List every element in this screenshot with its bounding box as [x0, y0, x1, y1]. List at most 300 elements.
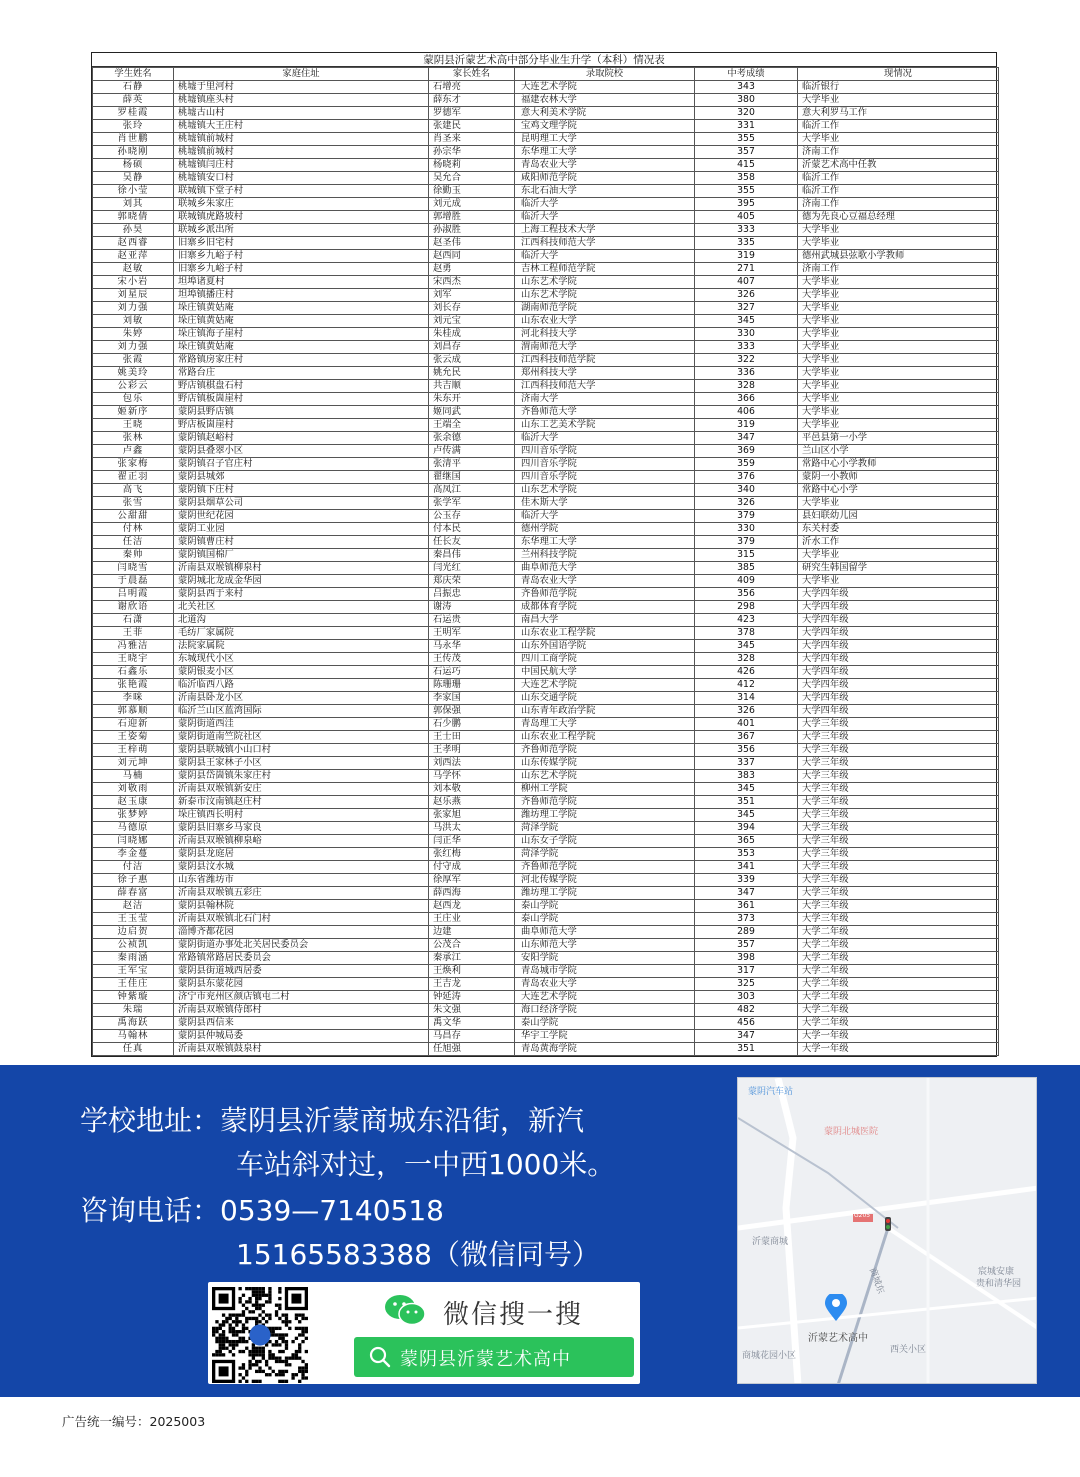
- cell-parent: 王明军: [429, 627, 515, 640]
- cell-student: 石迎新: [93, 718, 174, 731]
- cell-address: 北道沟: [174, 614, 429, 627]
- cell-student: 卢鑫: [93, 445, 174, 458]
- table-row: [93, 367, 999, 380]
- cell-address: 蒙阴工业园: [174, 523, 429, 536]
- cell-score: 351: [695, 1043, 798, 1056]
- cell-student: 王晓: [93, 419, 174, 432]
- cell-college: 成都体育学院: [515, 601, 695, 614]
- table-row: [93, 575, 999, 588]
- cell-parent: 马昌存: [429, 1030, 515, 1043]
- cell-score: 336: [695, 367, 798, 380]
- cell-parent: 马永华: [429, 640, 515, 653]
- cell-parent: 刘昌存: [429, 341, 515, 354]
- cell-college: 山东工艺美术学院: [515, 419, 695, 432]
- cell-college: 江西科技师范大学: [515, 237, 695, 250]
- cell-parent: 共吉顺: [429, 380, 515, 393]
- table-body: [93, 81, 999, 1056]
- cell-score: 326: [695, 705, 798, 718]
- cell-status: 大学四年级: [798, 692, 999, 705]
- cell-status: 大学四年级: [798, 666, 999, 679]
- cell-parent: 公玉存: [429, 510, 515, 523]
- cell-status: 兰山区小学: [798, 445, 999, 458]
- cell-parent: 刘元宝: [429, 315, 515, 328]
- cell-score: 355: [695, 133, 798, 146]
- cell-college: 四川音乐学院: [515, 445, 695, 458]
- table-row: [93, 237, 999, 250]
- cell-college: 山东农业工程学院: [515, 731, 695, 744]
- wechat-search-header: [383, 1292, 623, 1328]
- cell-college: 德州学院: [515, 523, 695, 536]
- cell-address: 临沂兰山区蓝湾国际: [174, 705, 429, 718]
- cell-address: 桃墟古山村: [174, 107, 429, 120]
- cell-student: 张霞: [93, 354, 174, 367]
- cell-address: 蒙阴县西信来: [174, 1017, 429, 1030]
- cell-score: 343: [695, 81, 798, 94]
- table-row: [93, 406, 999, 419]
- cell-address: 桃墟镇安口村: [174, 172, 429, 185]
- address-line-2: 车站斜对过，一中西1000米。: [236, 1148, 616, 1181]
- cell-parent: 卢传满: [429, 445, 515, 458]
- cell-college: 咸阳师范学院: [515, 172, 695, 185]
- table-row: [93, 757, 999, 770]
- cell-address: 沂南县双堠镇柳泉村: [174, 562, 429, 575]
- cell-status: 大学毕业: [798, 497, 999, 510]
- cell-student: 张林: [93, 432, 174, 445]
- table-row: [93, 341, 999, 354]
- cell-parent: 刘西法: [429, 757, 515, 770]
- cell-college: 东华理工大学: [515, 536, 695, 549]
- cell-college: 曲阜师范大学: [515, 926, 695, 939]
- cell-status: 大学二年级: [798, 1017, 999, 1030]
- cell-college: 泰山学院: [515, 900, 695, 913]
- table-row: [93, 354, 999, 367]
- cell-parent: 刘元成: [429, 198, 515, 211]
- cell-student: 刘元坤: [93, 757, 174, 770]
- cell-score: 337: [695, 757, 798, 770]
- cell-parent: 赵西龙: [429, 900, 515, 913]
- table-row: [93, 640, 999, 653]
- table-row: [93, 159, 999, 172]
- cell-student: 李金蔓: [93, 848, 174, 861]
- cell-college: 济南大学: [515, 393, 695, 406]
- cell-address: 济宁市兖州区颜店镇屯二村: [174, 991, 429, 1004]
- table-title: 蒙阴县沂蒙艺术高中部分毕业生升学（本科）情况表: [92, 53, 996, 67]
- cell-address: 蒙阴县王家林子小区: [174, 757, 429, 770]
- cell-student: 刘敬雨: [93, 783, 174, 796]
- cell-student: 薛春富: [93, 887, 174, 900]
- cell-address: 沂南县双堠镇鼓泉村: [174, 1043, 429, 1056]
- cell-address: 毛纺厂家属院: [174, 627, 429, 640]
- cell-score: 369: [695, 445, 798, 458]
- cell-student: 张玲: [93, 120, 174, 133]
- cell-score: 326: [695, 497, 798, 510]
- cell-status: 意大利罗马工作: [798, 107, 999, 120]
- cell-parent: 朱东开: [429, 393, 515, 406]
- cell-status: 大学三年级: [798, 718, 999, 731]
- cell-address: 常路镇常路居民委员会: [174, 952, 429, 965]
- cell-status: 大学三年级: [798, 809, 999, 822]
- cell-college: 佳木斯大学: [515, 497, 695, 510]
- address-line-1: 蒙阴县沂蒙商城东沿街，新汽: [220, 1104, 585, 1137]
- table-row: [93, 991, 999, 1004]
- cell-address: 蒙阴街道办事处北关居民委员会: [174, 939, 429, 952]
- cell-parent: 高凤江: [429, 484, 515, 497]
- cell-address: 桃墟镇闫庄村: [174, 159, 429, 172]
- cell-college: 齐鲁师范学院: [515, 861, 695, 874]
- table-row: [93, 965, 999, 978]
- cell-college: 山东艺术学院: [515, 289, 695, 302]
- table-row: [93, 107, 999, 120]
- cell-address: 野店镇板崮崖村: [174, 393, 429, 406]
- cell-college: 泰山学院: [515, 913, 695, 926]
- cell-student: 赵玉康: [93, 796, 174, 809]
- table-row: [93, 250, 999, 263]
- qr-code-icon[interactable]: [212, 1287, 308, 1383]
- cell-address: 沂南县双堠镇五彩庄: [174, 887, 429, 900]
- cell-status: 大学三年级: [798, 861, 999, 874]
- map-label-community-b: 贵和清华园: [976, 1279, 1022, 1289]
- cell-status: 大学二年级: [798, 991, 999, 1004]
- cell-score: 366: [695, 393, 798, 406]
- map-label-community-a: 宸城安康: [978, 1267, 1015, 1277]
- table-row: [93, 718, 999, 731]
- cell-status: 大学一年级: [798, 1043, 999, 1056]
- cell-status: 大学毕业: [798, 237, 999, 250]
- cell-parent: 王焕利: [429, 965, 515, 978]
- cell-score: 322: [695, 354, 798, 367]
- table-row: [93, 978, 999, 991]
- cell-parent: 罗德军: [429, 107, 515, 120]
- cell-parent: 吴允合: [429, 172, 515, 185]
- cell-status: 县妇联幼儿园: [798, 510, 999, 523]
- cell-address: 山东省潍坊市: [174, 874, 429, 887]
- cell-student: 马楠: [93, 770, 174, 783]
- cell-student: 徐小莹: [93, 185, 174, 198]
- cell-score: 320: [695, 107, 798, 120]
- address-row-1: [80, 1099, 584, 1139]
- cell-college: 福建农林大学: [515, 94, 695, 107]
- cell-college: 青岛城市学院: [515, 965, 695, 978]
- cell-student: 吕明霞: [93, 588, 174, 601]
- cell-address: 蒙阴镇国棉厂: [174, 549, 429, 562]
- cell-status: 大学三年级: [798, 783, 999, 796]
- cell-parent: 徐厚军: [429, 874, 515, 887]
- cell-student: 孙晓刚: [93, 146, 174, 159]
- cell-parent: 禹文华: [429, 1017, 515, 1030]
- table-row: [93, 484, 999, 497]
- cell-score: 379: [695, 536, 798, 549]
- cell-college: 泰山学院: [515, 1017, 695, 1030]
- cell-student: 吴静: [93, 172, 174, 185]
- table-row: [93, 809, 999, 822]
- map-label-garden: 商城花园小区: [742, 1351, 797, 1361]
- cell-address: 桃墟镇大王庄村: [174, 120, 429, 133]
- cell-college: 临沂大学: [515, 250, 695, 263]
- cell-student: 薛英: [93, 94, 174, 107]
- cell-address: 野店板崮崖村: [174, 419, 429, 432]
- cell-address: 蒙阴县烟草公司: [174, 497, 429, 510]
- cell-status: 大学二年级: [798, 978, 999, 991]
- cell-address: 蒙阴镇曹庄村: [174, 536, 429, 549]
- cell-status: 大学三年级: [798, 887, 999, 900]
- cell-student: 王姿菊: [93, 731, 174, 744]
- table-row: [93, 198, 999, 211]
- cell-address: 垛庄镇西长明村: [174, 809, 429, 822]
- cell-status: 济南工作: [798, 263, 999, 276]
- map-label-road-code: G205: [854, 1212, 871, 1219]
- phone-label: 咨询电话：: [80, 1194, 221, 1227]
- table-row: [93, 419, 999, 432]
- cell-college: 河北科技大学: [515, 328, 695, 341]
- col-header-parent: 家长姓名: [429, 68, 515, 81]
- cell-student: 张雪: [93, 497, 174, 510]
- cell-college: 临沂大学: [515, 510, 695, 523]
- cell-college: 临沂大学: [515, 211, 695, 224]
- cell-college: 青岛农业大学: [515, 575, 695, 588]
- cell-address: 旧寨乡旧宅村: [174, 237, 429, 250]
- cell-college: 大连艺术学院: [515, 679, 695, 692]
- cell-address: 桃墟于里河村: [174, 81, 429, 94]
- cell-status: 大学四年级: [798, 588, 999, 601]
- table-row: [93, 939, 999, 952]
- cell-parent: 张红梅: [429, 848, 515, 861]
- table-row: [93, 1004, 999, 1017]
- cell-score: 347: [695, 432, 798, 445]
- cell-college: 齐鲁师范学院: [515, 796, 695, 809]
- cell-score: 351: [695, 796, 798, 809]
- cell-score: 339: [695, 874, 798, 887]
- table-row: [93, 289, 999, 302]
- cell-student: 禹海跃: [93, 1017, 174, 1030]
- cell-college: 柳州工学院: [515, 783, 695, 796]
- cell-student: 刘力强: [93, 341, 174, 354]
- cell-address: 垛庄镇黄姑庵: [174, 341, 429, 354]
- cell-parent: 任长友: [429, 536, 515, 549]
- phone-row-1: [80, 1189, 444, 1229]
- cell-score: 319: [695, 419, 798, 432]
- cell-score: 330: [695, 523, 798, 536]
- cell-college: 临沂大学: [515, 432, 695, 445]
- cell-student: 王玉莹: [93, 913, 174, 926]
- cell-address: 北关社区: [174, 601, 429, 614]
- cell-score: 423: [695, 614, 798, 627]
- cell-score: 398: [695, 952, 798, 965]
- table-row: [93, 458, 999, 471]
- cell-address: 蒙阴县汶水城: [174, 861, 429, 874]
- cell-address: 蒙阴县街道城西居委: [174, 965, 429, 978]
- table-row: [93, 276, 999, 289]
- cell-score: 365: [695, 835, 798, 848]
- cell-student: 刘敏: [93, 315, 174, 328]
- cell-score: 303: [695, 991, 798, 1004]
- cell-status: 大学二年级: [798, 952, 999, 965]
- cell-student: 刘星辰: [93, 289, 174, 302]
- cell-student: 王菲: [93, 627, 174, 640]
- cell-score: 347: [695, 1030, 798, 1043]
- cell-parent: 赵勇: [429, 263, 515, 276]
- cell-parent: 姚允民: [429, 367, 515, 380]
- cell-student: 公甜甜: [93, 510, 174, 523]
- cell-parent: 张云成: [429, 354, 515, 367]
- cell-college: 昆明理工大学: [515, 133, 695, 146]
- cell-status: 大学二年级: [798, 1004, 999, 1017]
- table-row: [93, 783, 999, 796]
- cell-parent: 朱桂成: [429, 328, 515, 341]
- table-row: [93, 562, 999, 575]
- table-row: [93, 302, 999, 315]
- cell-parent: 赵圣伟: [429, 237, 515, 250]
- cell-student: 杨硕: [93, 159, 174, 172]
- cell-status: 大学三年级: [798, 848, 999, 861]
- cell-parent: 石运巧: [429, 666, 515, 679]
- location-map[interactable]: [737, 1077, 1037, 1384]
- cell-address: 蒙阴银麦小区: [174, 666, 429, 679]
- cell-status: 大学毕业: [798, 341, 999, 354]
- table-row: [93, 510, 999, 523]
- cell-parent: 谢涛: [429, 601, 515, 614]
- cell-status: 大学二年级: [798, 939, 999, 952]
- cell-score: 357: [695, 146, 798, 159]
- cell-student: 任洁: [93, 536, 174, 549]
- cell-address: 旧寨乡九峪子村: [174, 263, 429, 276]
- cell-score: 345: [695, 809, 798, 822]
- cell-status: 常路中心小学: [798, 484, 999, 497]
- cell-student: 王梓萌: [93, 744, 174, 757]
- cell-college: 山东师范大学: [515, 939, 695, 952]
- cell-student: 闫晓娜: [93, 835, 174, 848]
- table-row: [93, 588, 999, 601]
- cell-parent: 宋西杰: [429, 276, 515, 289]
- table-row: [93, 393, 999, 406]
- cell-score: 367: [695, 731, 798, 744]
- phone-mobile: 15165583388（微信同号）: [236, 1238, 600, 1271]
- cell-status: 大学毕业: [798, 380, 999, 393]
- cell-parent: 赵西同: [429, 250, 515, 263]
- cell-student: 赵西睿: [93, 237, 174, 250]
- cell-status: 大学三年级: [798, 796, 999, 809]
- cell-student: 谢欣语: [93, 601, 174, 614]
- cell-college: 潍坊理工学院: [515, 809, 695, 822]
- table-row: [93, 120, 999, 133]
- wechat-icon: [383, 1292, 429, 1328]
- cell-parent: 石少鹏: [429, 718, 515, 731]
- cell-parent: 徐勤玉: [429, 185, 515, 198]
- cell-student: 姚美玲: [93, 367, 174, 380]
- cell-college: 山东农业大学: [515, 315, 695, 328]
- cell-parent: 刘本敬: [429, 783, 515, 796]
- cell-parent: 薛西海: [429, 887, 515, 900]
- cell-college: 四川音乐学院: [515, 471, 695, 484]
- cell-address: 蒙阴县西于来村: [174, 588, 429, 601]
- cell-score: 298: [695, 601, 798, 614]
- cell-parent: 王传茂: [429, 653, 515, 666]
- cell-score: 326: [695, 289, 798, 302]
- cell-score: 315: [695, 549, 798, 562]
- table-row: [93, 705, 999, 718]
- cell-parent: 朱文强: [429, 1004, 515, 1017]
- cell-status: 大学四年级: [798, 627, 999, 640]
- cell-score: 325: [695, 978, 798, 991]
- cell-status: 大学三年级: [798, 900, 999, 913]
- map-label-west-district: 西关小区: [890, 1345, 927, 1355]
- table-row: [93, 913, 999, 926]
- cell-college: 齐鲁师范大学: [515, 406, 695, 419]
- cell-status: 大学毕业: [798, 419, 999, 432]
- cell-student: 张艳霞: [93, 679, 174, 692]
- cell-college: 山东艺术学院: [515, 276, 695, 289]
- table-row: [93, 81, 999, 94]
- cell-status: 大学毕业: [798, 276, 999, 289]
- cell-address: 沂南县双堠镇柳泉峪: [174, 835, 429, 848]
- cell-college: 海口经济学院: [515, 1004, 695, 1017]
- table-row: [93, 185, 999, 198]
- cell-address: 沂南县双堠镇新安庄: [174, 783, 429, 796]
- table-row: [93, 952, 999, 965]
- cell-student: 刘力强: [93, 302, 174, 315]
- cell-parent: 王孝明: [429, 744, 515, 757]
- col-header-address: 家庭住址: [174, 68, 429, 81]
- cell-score: 353: [695, 848, 798, 861]
- cell-address: 蒙阴县叠翠小区: [174, 445, 429, 458]
- table-row: [93, 1030, 999, 1043]
- wechat-search-box[interactable]: [354, 1337, 634, 1377]
- cell-parent: 薛东才: [429, 94, 515, 107]
- cell-student: 冯雅洁: [93, 640, 174, 653]
- cell-student: 郭慕顺: [93, 705, 174, 718]
- cell-status: 大学一年级: [798, 1030, 999, 1043]
- cell-student: 王晓宇: [93, 653, 174, 666]
- cell-college: 东华理工大学: [515, 146, 695, 159]
- cell-student: 公彩云: [93, 380, 174, 393]
- cell-score: 358: [695, 172, 798, 185]
- cell-score: 385: [695, 562, 798, 575]
- cell-status: 临沂工作: [798, 120, 999, 133]
- cell-address: 蒙阴镇下庄村: [174, 484, 429, 497]
- cell-status: 研究生韩国留学: [798, 562, 999, 575]
- cell-score: 355: [695, 185, 798, 198]
- cell-score: 345: [695, 640, 798, 653]
- cell-score: 341: [695, 861, 798, 874]
- cell-status: 大学二年级: [798, 965, 999, 978]
- cell-status: 大学毕业: [798, 367, 999, 380]
- cell-status: 蒙阴一小教师: [798, 471, 999, 484]
- table-row: [93, 861, 999, 874]
- cell-status: 大学四年级: [798, 705, 999, 718]
- cell-address: 常路镇房家庄村: [174, 354, 429, 367]
- cell-student: 秦帅: [93, 549, 174, 562]
- cell-score: 376: [695, 471, 798, 484]
- cell-score: 356: [695, 588, 798, 601]
- cell-score: 378: [695, 627, 798, 640]
- cell-college: 南昌大学: [515, 614, 695, 627]
- cell-score: 409: [695, 575, 798, 588]
- cell-college: 山东女子学院: [515, 835, 695, 848]
- cell-parent: 钟延涛: [429, 991, 515, 1004]
- cell-college: 安阳学院: [515, 952, 695, 965]
- cell-parent: 吕振忠: [429, 588, 515, 601]
- cell-student: 王佳庄: [93, 978, 174, 991]
- cell-student: 宋小岩: [93, 276, 174, 289]
- table-row: [93, 133, 999, 146]
- cell-parent: 任旭强: [429, 1043, 515, 1056]
- cell-status: 大学毕业: [798, 302, 999, 315]
- table-row: [93, 692, 999, 705]
- table-row: [93, 835, 999, 848]
- cell-address: 蒙阴县龙庭居: [174, 848, 429, 861]
- cell-parent: 姬同武: [429, 406, 515, 419]
- cell-address: 桃墟镇座头村: [174, 94, 429, 107]
- cell-student: 赵亚萍: [93, 250, 174, 263]
